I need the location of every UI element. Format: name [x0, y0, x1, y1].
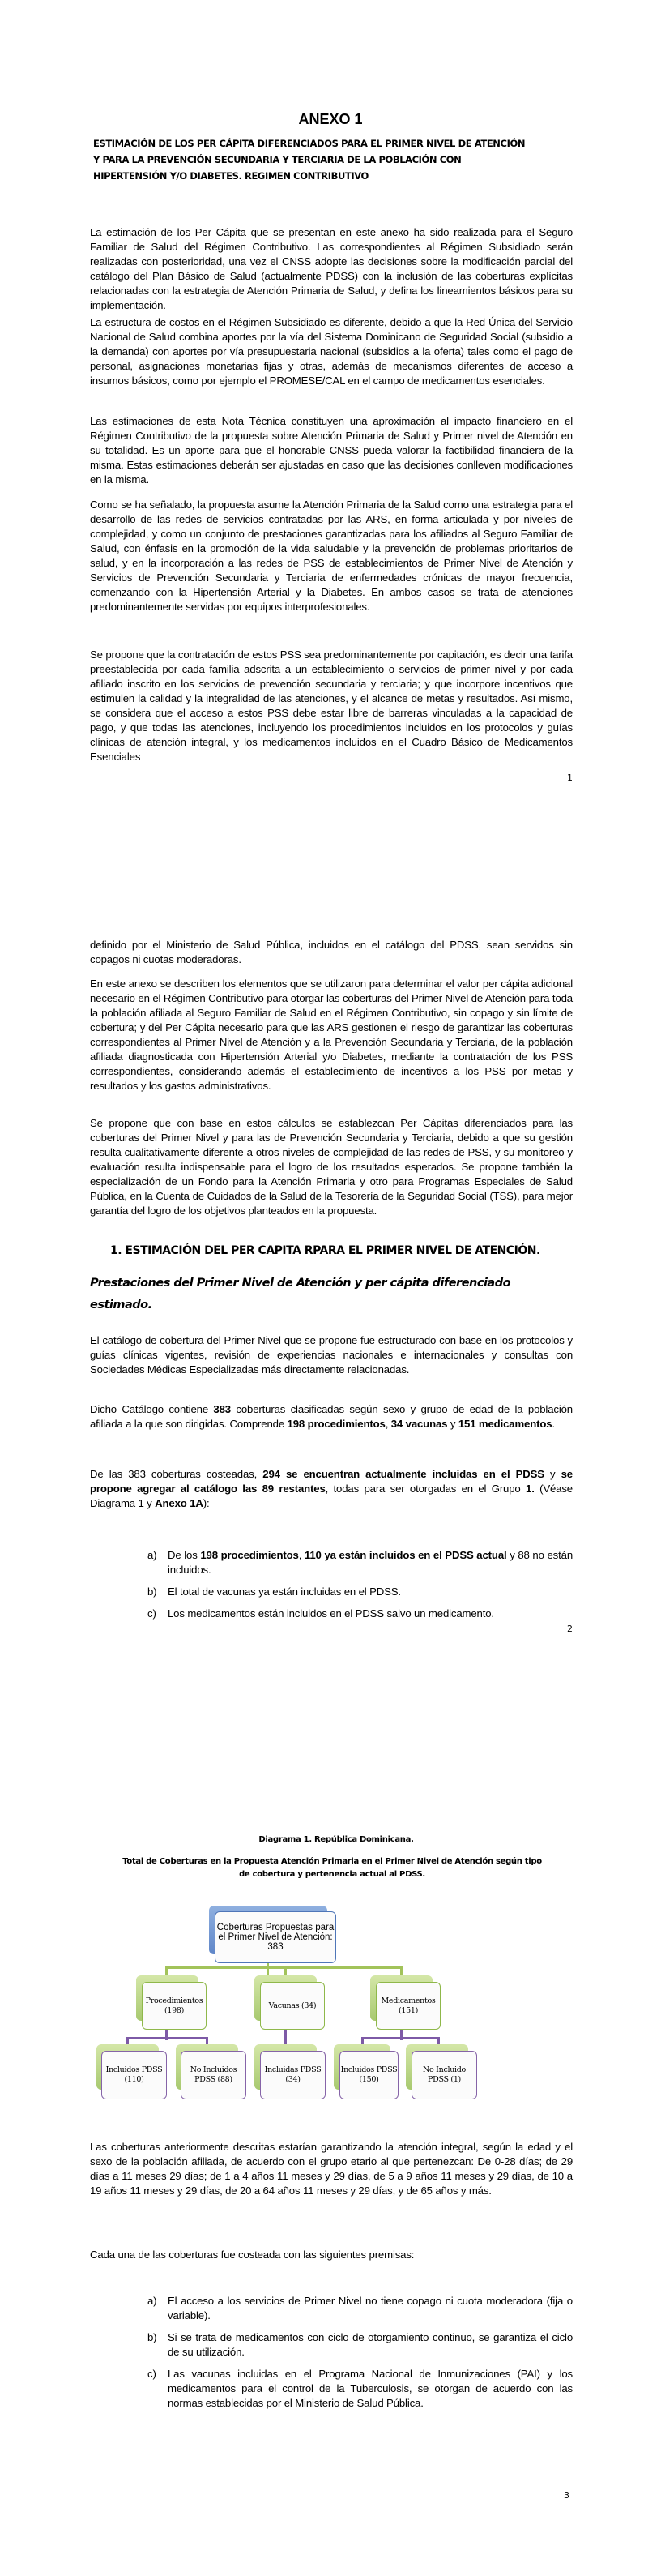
bold-text: 198 procedimientos: [200, 1549, 299, 1561]
list-item: [147, 1607, 573, 1621]
paragraph: Se propone que con base en estos cálculos se establezcan Per Cápitas diferenciados para las coberturas del Primer Nivel y para las de Prevención Secundaria y Terciaria, debido a que su gestión resulta cualitativamente diferente a otros niveles de complejidad de las redes de PSS, y su monitoreo y evaluación resulta indispensable para el logro de los resultados esperados. Se propone también la especialización de un Fondo para la Atención Primaria y otro para Programas Especiales de Salud Pública, en la Cuenta de Cuidados de la Salud de la Tesorería de la Seguridad Social (TSS), para mejor garantía del logro de los objetivos planteados en la propuesta.: [90, 1117, 573, 1217]
subsection-heading: Prestaciones del Primer Nivel de Atención y per cápita diferenciado estimado.: [90, 1277, 511, 1312]
text: y 88 no están incluidos.: [168, 1549, 573, 1576]
connector-line: [165, 1966, 400, 1969]
diagram-child-node: No Incluidos PDSS (88): [181, 2051, 246, 2099]
bold-text: 383: [213, 1403, 231, 1415]
subtitle-line: ESTIMACIÓN DE LOS PER CÁPITA DIFERENCIADOS PARA EL PRIMER NIVEL DE ATENCIÓN: [93, 138, 526, 149]
list-marker: c): [147, 2368, 156, 2380]
bold-text: 34 vacunas: [390, 1418, 448, 1430]
diagram-root-node: Coberturas Propuestas para el Primer Nivel de Atención: 383: [215, 1911, 336, 1963]
text: y: [447, 1418, 458, 1430]
diagram-title-line: Total de Coberturas en la Propuesta Atención Primaria en el Primer Nivel de Atención según tipo: [122, 1857, 542, 1866]
diagram-caption: Diagrama 1. República Dominicana.: [258, 1835, 414, 1844]
text: .: [552, 1418, 555, 1430]
text: Dicho Catálogo contiene: [90, 1403, 214, 1415]
paragraph: Se propone que la contratación de estos PSS sea predominantemente por capitación, es decir una tarifa preestablecida por cada familia adscrita a un establecimiento o servicios de primer nivel y por cada afiliado inscrito en los servicios de prevención secundaria y terciaria; y que incorpore incentivos que estimulen la calidad y la integralidad de las atenciones, y el alcance de metas y resultados. Así mismo, se considera que el acceso a estos PSS debe estar libre de barreras vinculadas a la capacidad de pago, y que todas las atenciones, incluyendo los procedimientos incluidos en los protocolos y guías clínicas de atención integral, y los medicamentos incluidos en el Cuadro Básico de Medicamentos Esenciales: [90, 648, 573, 763]
diagram-title-line: de cobertura y pertenencia actual al PDSS.: [239, 1870, 425, 1879]
paragraph: La estructura de costos en el Régimen Subsidiado es diferente, debido a que la Red Única del Servicio Nacional de Salud combina aportes por la vía del Sistema Dominicano de Seguridad Social (subsidio a la demanda) con aportes por vía presupuestaria nacional (subsidios a la oferta) tales como el pago de personal, asignaciones monetarias fijas y otras, además de mecanismos diferentes de acceso a insumos básicos, como por ejemplo el PROMESE/CAL en el campo de medicamentos esenciales.: [90, 316, 573, 387]
bold-text: 151 medicamentos: [458, 1418, 552, 1430]
text: coberturas clasificadas según sexo y grupo de edad de la población afiliada a la que son dirigidas. Comprende: [90, 1403, 573, 1430]
page-number: 3: [564, 2490, 569, 2501]
paragraph: Cada una de las coberturas fue costeada con las siguientes premisas:: [90, 2249, 415, 2261]
list-item: [147, 2367, 573, 2411]
document-title: ANEXO 1: [298, 111, 363, 127]
paragraph: Las coberturas anteriormente descritas estarían garantizando la atención integral, según la edad y el sexo de la población afiliada, de acuerdo con el grupo etario al que pertenezcan: De 0-28 días; de 29 días a 11 meses 29 días; de 1 a 4 años 11 meses y 29 días, de 5 a 9 años 11 meses y 29 días, de 10 a 19 años 11 meses y 29 días, de 20 a 64 años 11 meses y 29 días, y de 65 años y más.: [90, 2141, 573, 2197]
paragraph: Las estimaciones de esta Nota Técnica constituyen una aproximación al impacto financiero en el Régimen Contributivo de la propuesta sobre Atención Primaria de Salud y Primer nivel de Atención en su totalidad. Es un aporte para que el honorable CNSS pueda valorar la factibilidad financiera de la misma. Estas estimaciones deberán ser ajustadas en caso que las decisiones conlleven modificaciones en la misma.: [90, 415, 573, 486]
list-item: [147, 1585, 573, 1599]
connector-line: [126, 2037, 207, 2039]
diagram-child-node: Incluidos PDSS (110): [101, 2051, 167, 2099]
list-marker: a): [147, 2295, 157, 2307]
section-heading: 1. ESTIMACIÓN DEL PER CAPITA RPARA EL PRIMER NIVEL DE ATENCIÓN.: [110, 1244, 540, 1257]
diagram-child-node: Incluidas PDSS (34): [260, 2051, 326, 2099]
list-item-text: Si se trata de medicamentos con ciclo de otorgamiento continuo, se garantiza el ciclo de su utilización.: [168, 2331, 573, 2358]
list-marker: c): [147, 1607, 156, 1620]
diagram-title: [81, 1855, 583, 1881]
list-item: [147, 2294, 573, 2323]
text: (Véase Diagrama 1 y: [90, 1483, 573, 1509]
bold-text: 198 procedimientos: [287, 1418, 386, 1430]
list-marker: a): [147, 1549, 157, 1561]
diagram-category-node: Medicamentos (151): [376, 1982, 441, 2030]
text: De las 383 coberturas costeadas,: [90, 1468, 263, 1480]
text: ):: [203, 1497, 210, 1509]
bold-text: Anexo 1A: [155, 1497, 203, 1509]
list-item-text: Los medicamentos están incluidos en el PDSS salvo un medicamento.: [168, 1607, 494, 1620]
paragraph: definido por el Ministerio de Salud Pública, incluidos en el catálogo del PDSS, sean servidos sin copagos ni cuotas moderadoras.: [90, 939, 573, 965]
list-item-text: El acceso a los servicios de Primer Nivel no tiene copago ni cuota moderadora (fija o variable).: [168, 2295, 573, 2321]
connector-line: [267, 1963, 269, 1975]
findings-list: [147, 1548, 573, 1621]
subtitle-line: Y PARA LA PREVENCIÓN SECUNDARIA Y TERCIARIA DE LA POBLACIÓN CON: [93, 154, 462, 165]
document-subtitle: [93, 135, 579, 184]
page-number: 2: [567, 1624, 573, 1634]
text: y: [544, 1468, 561, 1480]
list-item-text: Las vacunas incluidas en el Programa Nacional de Inmunizaciones (PAI) y los medicamentos para el control de la Tuberculosis, se otorgan de acuerdo con las normas establecidas por el Ministerio de Salud Pública.: [168, 2368, 573, 2409]
bold-text: se propone agregar al catálogo las 89 restantes: [90, 1468, 573, 1495]
list-marker: b): [147, 1585, 157, 1598]
text: ,: [385, 1418, 391, 1430]
diagram-category-node: Vacunas (34): [260, 1982, 325, 2030]
list-marker: b): [147, 2331, 157, 2343]
diagram-child-node: Incluidos PDSS (150): [339, 2051, 399, 2099]
diagram-child-node: No Incluido PDSS (1): [412, 2051, 477, 2099]
paragraph: En este anexo se describen los elementos que se utilizaron para determinar el valor per cápita adicional necesario en el Régimen Contributivo para otorgar las coberturas del Primer Nivel de Atención para toda la población afiliada al Seguro Familiar de Salud en el Régimen Contributivo, sin copago y sin límite de cobertura; y del Per Cápita necesario para que las ARS gestionen el riesgo de garantizar las coberturas correspondientes al Primer Nivel de Atención y a la Prevención Secundaria y Terciaria, de la población afiliada diagnosticada con Hipertensión Arterial y/o Diabetes, mediante la contratación de los PSS correspondientes, considerando además el establecimiento de incentivos a los PSS por metas y resultados y los gastos administrativos.: [90, 978, 573, 1092]
list-item-text: El total de vacunas ya están incluidas en el PDSS.: [168, 1585, 401, 1598]
paragraph: El catálogo de cobertura del Primer Nivel que se propone fue estructurado con base en los protocolos y guías clínicas vigentes, revisión de experiencias nacionales e internacionales y consultas con Sociedades Médicas Especializadas más directamente relacionadas.: [90, 1334, 573, 1376]
text: ,: [298, 1549, 305, 1561]
bold-text: 110 ya están incluidos en el PDSS actual: [304, 1549, 507, 1561]
paragraph: La estimación de los Per Cápita que se presentan en este anexo ha sido realizada para el Seguro Familiar de Salud del Régimen Contributivo. Las correspondientes al Régimen Subsidiado serán realizadas con posterioridad, una vez el CNSS adopte las decisiones sobre la modificación parcial del catálogo del Plan Básico de Salud (actualmente PDSS) con la inclusión de las coberturas explícitas relacionadas con la estrategia de Atención Primaria de Salud, y defina los lineamientos básicos para su implementación.: [90, 226, 573, 311]
bold-text: 1.: [526, 1483, 535, 1495]
text: De los: [168, 1549, 201, 1561]
costed-paragraph: [90, 1467, 573, 1511]
text: , todas para ser otorgadas en el Grupo: [325, 1483, 527, 1495]
list-item: [147, 2330, 573, 2360]
premises-list: [147, 2294, 573, 2411]
subtitle-line: HIPERTENSIÓN Y/O DIABETES. REGIMEN CONTRIBUTIVO: [93, 170, 369, 182]
connector-line: [361, 2037, 439, 2039]
page-number: 1: [567, 772, 573, 783]
paragraph: Como se ha señalado, la propuesta asume la Atención Primaria de la Salud como una estrategia para el desarrollo de las redes de servicios contratadas por las ARS, en forma articulada y por niveles de complejidad, y como un conjunto de prestaciones garantizadas para los afiliados al Seguro Familiar de Salud, con énfasis en la promoción de la vida saludable y la prevención de problemas prioritarios de salud, y en la incorporación a las redes de PSS de establecimientos de Primer Nivel de Atención y Servicios de Prevención Secundaria y Terciaria de enfermedades crónicas de mayor frecuencia, comenzando con la Hipertensión Arterial y la Diabetes. En ambos casos se trata de atenciones predominantemente servidas por equipos interprofesionales.: [90, 499, 573, 613]
bold-text: 294 se encuentran actualmente incluidas en el PDSS: [262, 1468, 544, 1480]
list-item: [147, 1548, 573, 1577]
diagram-category-node: Procedimientos (198): [142, 1982, 207, 2030]
list-item-text: [168, 1548, 573, 1577]
contents-paragraph: [90, 1402, 573, 1431]
